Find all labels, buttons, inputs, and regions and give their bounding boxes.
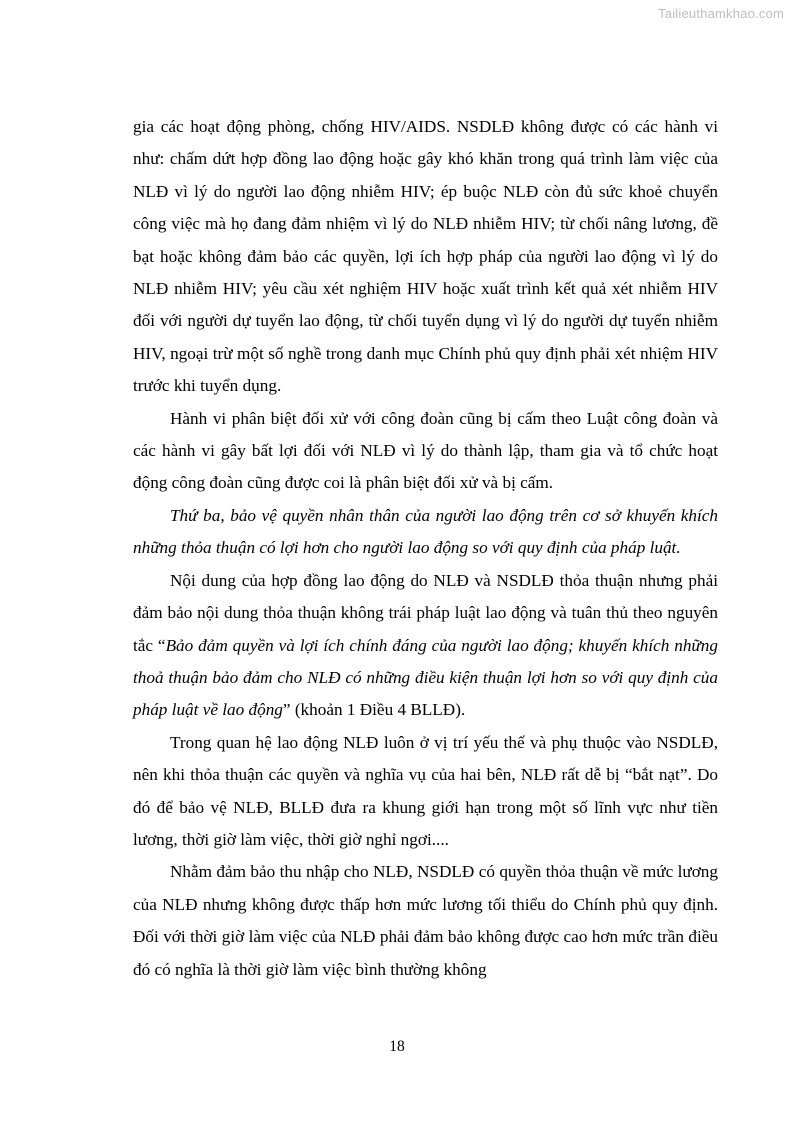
paragraph-2: Hành vi phân biệt đối xử với công đoàn cũng bị cấm theo Luật công đoàn và các hành vi gây bất lợi đối với NLĐ vì lý do thành lập, tham gia và tổ chức hoạt động công đoàn cũng được coi là phân biệt đối xử và bị cấm. <box>133 408 718 493</box>
paragraph-6: Nhằm đảm bảo thu nhập cho NLĐ, NSDLĐ có quyền thỏa thuận về mức lương của NLĐ nhưng không được thấp hơn mức lương tối thiểu do Chính phủ quy định. Đối với thời giờ làm việc của NLĐ phải đảm bảo không được cao hơn mức trần điều đó có nghĩa là thời giờ làm việc bình thường không <box>133 862 718 979</box>
document-body <box>133 111 718 986</box>
page-number: 18 <box>389 1038 405 1055</box>
paragraph-4-citation: ” (khoản 1 Điều 4 BLLĐ). <box>282 700 466 720</box>
paragraph-4-lead: Nội dung của hợp đồng lao động do NLĐ và NSDLĐ thỏa thuận nhưng phải đảm bảo nội dung thỏa thuận không trái pháp luật lao động và tuân thủ theo nguyên tắc “ <box>133 570 718 655</box>
paragraph-5: Trong quan hệ lao động NLĐ luôn ở vị trí yếu thế và phụ thuộc vào NSDLĐ, nên khi thỏa thuận các quyền và nghĩa vụ của hai bên, NLĐ rất dễ bị “bắt nạt”. Do đó để bảo vệ NLĐ, BLLĐ đưa ra khung giới hạn trong một số lĩnh vực như tiền lương, thời giờ làm việc, thời giờ nghỉ ngơi.... <box>133 732 718 849</box>
watermark-text: Tailieuthamkhao.com <box>658 6 784 21</box>
paragraph-3-heading: Thứ ba, bảo vệ quyền nhân thân của người lao động trên cơ sở khuyến khích những thỏa thuận có lợi hơn cho người lao động so với quy định của pháp luật. <box>133 505 718 558</box>
paragraph-4 <box>133 565 718 727</box>
paragraph-1: gia các hoạt động phòng, chống HIV/AIDS. NSDLĐ không được có các hành vi như: chấm dứt hợp đồng lao động hoặc gây khó khăn trong quá trình làm việc của NLĐ vì lý do người lao động nhiễm HIV; ép buộc NLĐ còn đủ sức khoẻ chuyển công việc mà họ đang đảm nhiệm vì lý do NLĐ nhiễm HIV; từ chối nâng lương, đề bạt hoặc không đảm bảo các quyền, lợi ích hợp pháp của người lao động vì lý do NLĐ nhiễm HIV; yêu cầu xét nghiệm HIV hoặc xuất trình kết quả xét nhiễm HIV đối với người dự tuyển lao động, từ chối tuyển dụng vì lý do người dự tuyển nhiễm HIV, ngoại trừ một số nghề trong danh mục Chính phủ quy định phải xét nhiệm HIV trước khi tuyển dụng. <box>133 117 718 396</box>
quoted-principle: Bảo đảm quyền và lợi ích chính đáng của người lao động; khuyến khích những thoả thuận bảo đảm cho NLĐ có những điều kiện thuận lợi hơn so với quy định của pháp luật về lao động <box>133 635 718 720</box>
